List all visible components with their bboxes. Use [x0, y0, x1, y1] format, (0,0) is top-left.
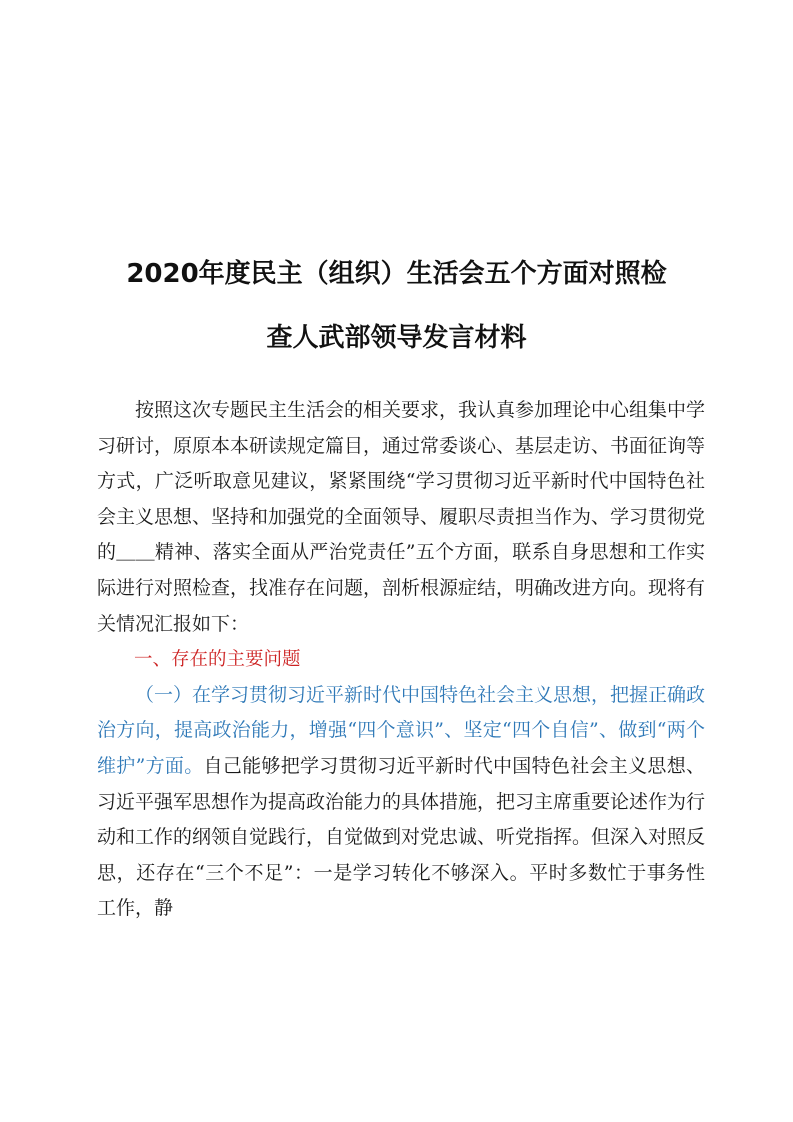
subsection-text-1: 自己能够把学习贯彻习近平新时代中国特色社会主义思想、习近平强军思想作为提高政治能力的具体措施，把习主席重要论述作为行动和工作的纲领自觉践行，自觉做到对党忠诚、听党指挥。但深入对照反思，还存在“三个不足”：一是学习转化不够深入。平时多数忙于事务性工作，静	[97, 754, 706, 920]
document-title-line-2: 查人武部领导发言材料	[266, 323, 527, 353]
subsection-paragraph-1	[97, 678, 705, 927]
document-body	[97, 393, 705, 927]
intro-paragraph: 按照这次专题民主生活会的相关要求，我认真参加理论中心组集中学习研讨，原原本本研读规定篇目，通过常委谈心、基层走访、书面征询等方式，广泛听取意见建议，紧紧围绕“学习贯彻习近平新时代中国特色社会主义思想、坚持和加强党的全面领导、履职尽责担当作为、学习贯彻党的＿＿精神、落实全面从严治党责任”五个方面，联系自身思想和工作实际进行对照检查，找准存在问题，剖析根源症结，明确改进方向。现将有关情况汇报如下：	[97, 399, 706, 635]
subsection-heading-1: （一）在学习贯彻习近平新时代中国特色社会主义思想，把握正确政治方向，提高政治能力，增强“四个意识”、坚定“四个自信”、做到“两个维护”方面。	[97, 683, 706, 777]
document-title-line-1: 2020年度民主（组织）生活会五个方面对照检	[126, 259, 667, 289]
section-heading-main-problems: 一、存在的主要问题	[134, 649, 301, 671]
